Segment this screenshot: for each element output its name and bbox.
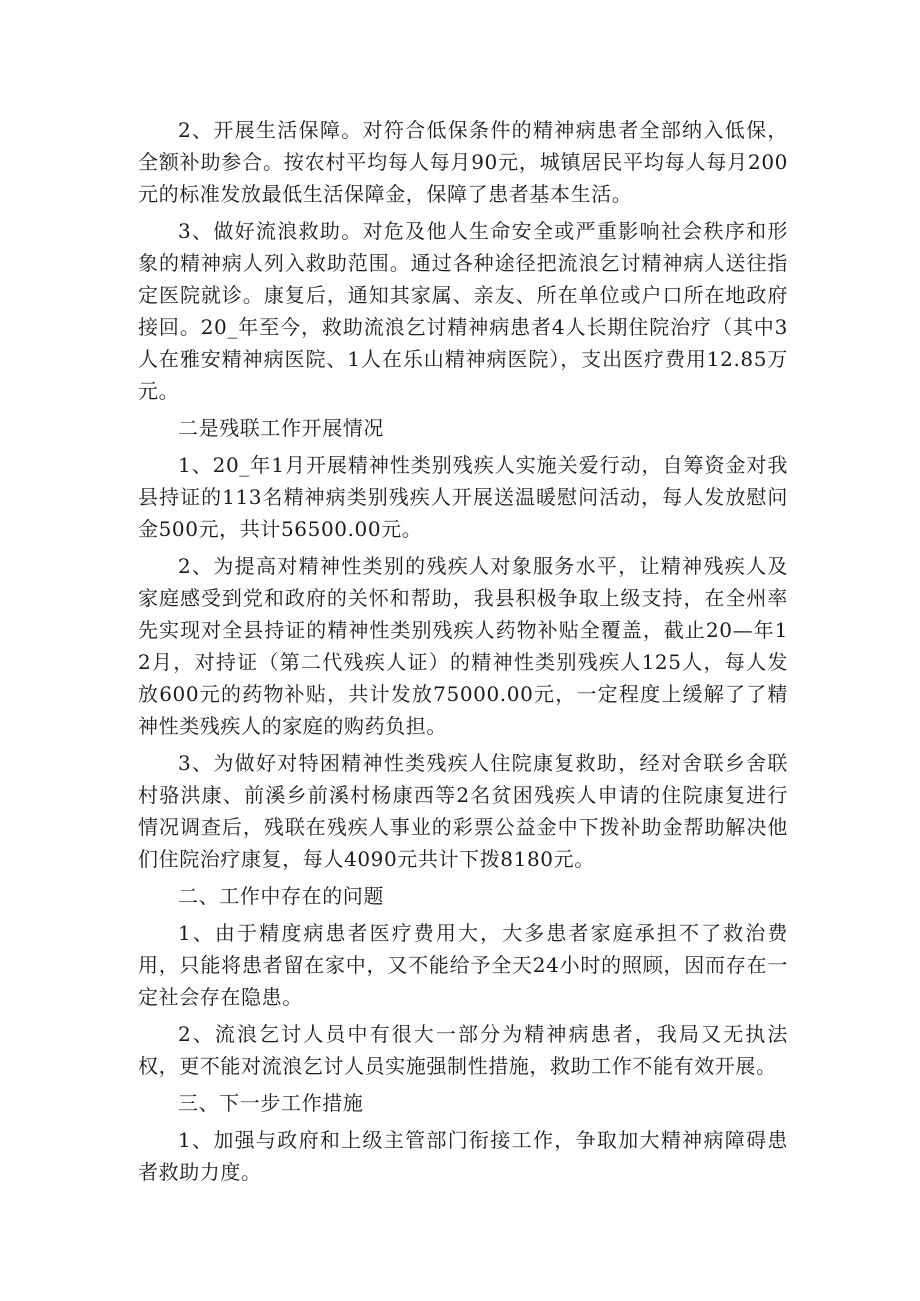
paragraph-next-step-coordination: 1、加强与政府和上级主管部门衔接工作，争取加大精神病障碍患者救助力度。 bbox=[138, 1128, 788, 1184]
paragraph-hospital-rehab: 3、为做好对特困精神性类残疾人住院康复救助，经对舍联乡舍联村骆洪康、前溪乡前溪村杨康西等2名贫困残疾人申请的住院康复进行情况调查后，残联在残疾人事业的彩票公益金中下拨补助金帮助解决他们住院治疗康复，每人4090元共计下拨8180元。 bbox=[138, 751, 788, 871]
section-heading-disabled-federation: 二是残联工作开展情况 bbox=[178, 416, 384, 440]
section-heading-next-steps: 三、下一步工作措施 bbox=[178, 1091, 364, 1115]
section-heading-problems: 二、工作中存在的问题 bbox=[178, 884, 384, 908]
paragraph-care-action: 1、20_年1月开展精神性类别残疾人实施关爱行动，自筹资金对我县持证的113名精神病类别残疾人开展送温暖慰问活动，每人发放慰问金500元，共计56500.00元。 bbox=[138, 453, 788, 541]
paragraph-problem-vagrants: 2、流浪乞讨人员中有很大一部分为精神病患者，我局又无执法权，更不能对流浪乞讨人员实施强制性措施，救助工作不能有效开展。 bbox=[138, 1022, 788, 1078]
document-body bbox=[138, 114, 788, 1193]
paragraph-problem-medical-cost: 1、由于精度病患者医疗费用大，大多患者家庭承担不了救治费用，只能将患者留在家中，又不能给予全天24小时的照顾，因而存在一定社会存在隐患。 bbox=[138, 921, 788, 1009]
paragraph-vagrant-relief: 3、做好流浪救助。对危及他人生命安全或严重影响社会秩序和形象的精神病人列入救助范围。通过各种途径把流浪乞讨精神病人送往指定医院就诊。康复后，通知其家属、亲友、所在单位或户口所在地政府接回。20_年至今，救助流浪乞讨精神病患者4人长期住院治疗（其中3人在雅安精神病医院、1人在乐山精神病医院），支出医疗费用12.85万元。 bbox=[138, 219, 788, 403]
paragraph-medicine-subsidy: 2、为提高对精神性类别的残疾人对象服务水平，让精神残疾人及家庭感受到党和政府的关怀和帮助，我县积极争取上级支持，在全州率先实现对全县持证的精神性类别残疾人药物补贴全覆盖，截止20—年12月，对持证（第二代残疾人证）的精神性类别残疾人125人，每人发放600元的药物补贴，共计发放75000.00元，一定程度上缓解了了精神性类残疾人的家庭的购药负担。 bbox=[138, 554, 788, 738]
paragraph-living-security: 2、开展生活保障。对符合低保条件的精神病患者全部纳入低保，全额补助参合。按农村平均每人每月90元，城镇居民平均每人每月200元的标准发放最低生活保障金，保障了患者基本生活。 bbox=[138, 118, 788, 206]
